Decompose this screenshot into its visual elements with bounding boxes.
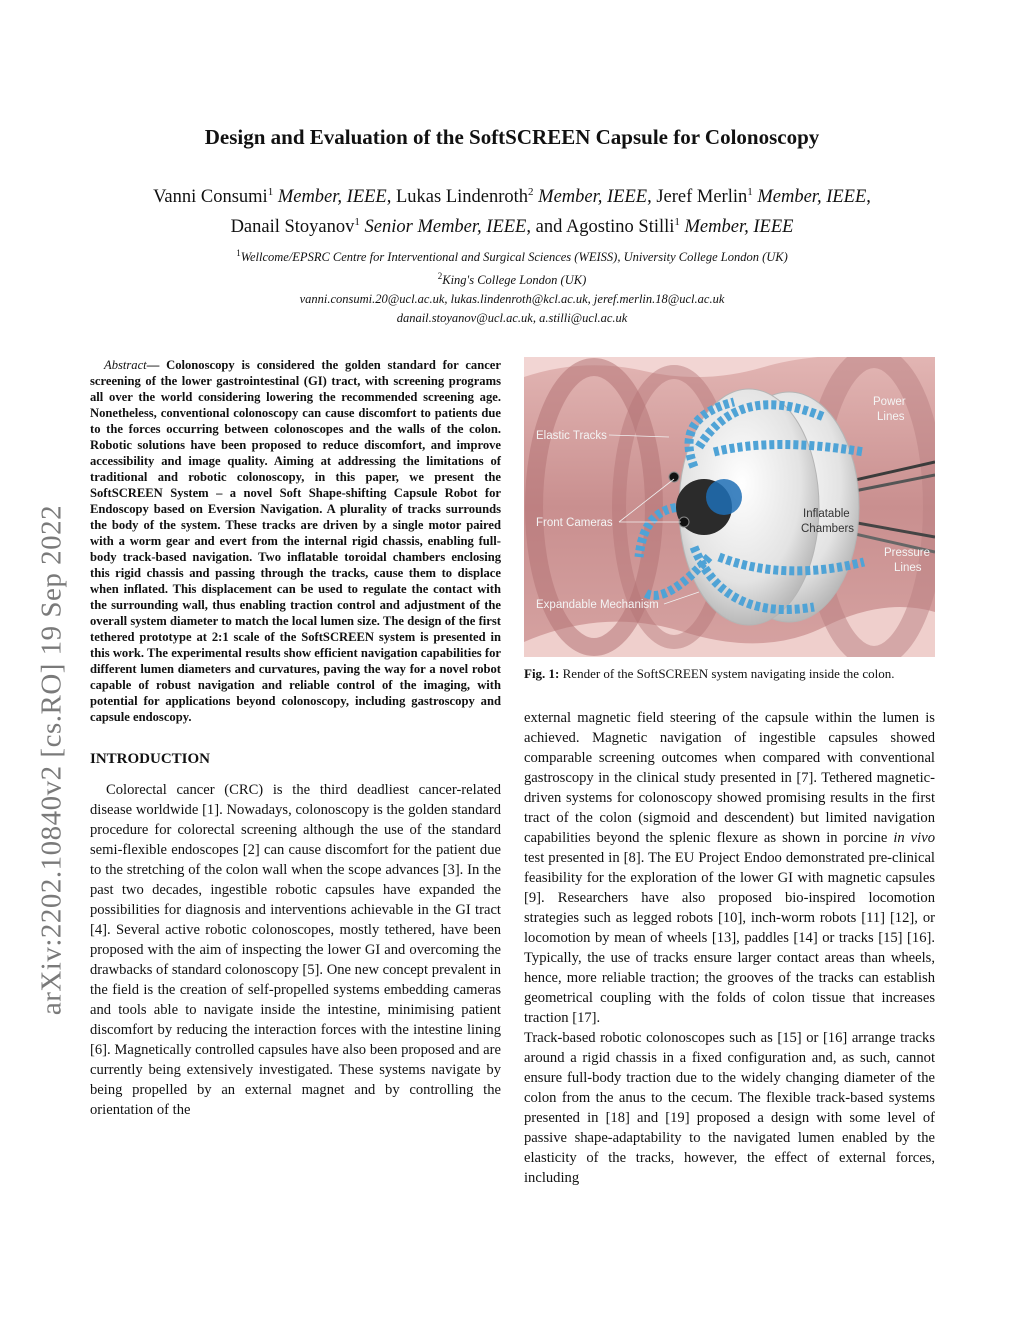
softscreen-render-image xyxy=(524,357,935,657)
author-5: Agostino Stilli$^1$ Member, IEEE xyxy=(565,216,794,238)
abstract xyxy=(90,357,501,725)
front-hub-accent xyxy=(706,479,742,515)
email-line-2: danail.stoyanov@ucl.ac.uk, a.stilli@ucl.ac.uk xyxy=(396,311,628,326)
caption-label: Fig. 1: xyxy=(524,666,560,681)
section-heading-introduction: INTRODUCTION xyxy=(90,751,211,767)
email-line-1: vanni.consumi.20@ucl.ac.uk, lukas.lindenroth@kcl.ac.uk, jeref.merlin.18@ucl.ac.uk xyxy=(299,292,725,307)
affiliation-2: $^2$King's College London (UK) xyxy=(437,271,587,288)
caption-text: Render of the SoftSCREEN system navigating inside the colon. xyxy=(562,666,895,681)
label-inflatable-2: Chambers xyxy=(801,523,855,535)
label-expandable-mechanism: Expandable Mechanism xyxy=(536,599,659,611)
author-4: Danail Stoyanov$^1$ Senior Member, IEEE, and xyxy=(230,216,566,238)
author-3: Jeref Merlin$^1$ Member, IEEE, xyxy=(656,186,871,208)
label-inflatable-1: Inflatable xyxy=(803,508,850,520)
affiliations xyxy=(90,244,934,328)
arxiv-identifier: arXiv:2202.10840v2 [cs.RO] 19 Sep 2022 xyxy=(35,504,68,1016)
author-list xyxy=(90,180,934,240)
label-power-lines-1: Power xyxy=(873,396,906,408)
label-pressure-lines-1: Pressure xyxy=(884,547,931,559)
left-column xyxy=(90,357,501,1120)
author-1: Vanni Consumi$^1$ Member, IEEE, xyxy=(153,186,396,208)
affiliation-1: $^1$Wellcome/EPSRC Centre for Interventional and Surgical Sciences (WEISS), University College London (UK) xyxy=(236,248,788,265)
right-paragraph-1: external magnetic field steering of the capsule within the lumen is achieved. Magnetic navigation of ingestible capsules showed comparable screening outcomes when compared with conventional gastroscopy in the clinical study presented in [7]. Tethered magnetic-driven systems for colonoscopy showed promising results in the first tract of the colon (sigmoid and descendent) but limited navigation capabilities beyond the splenic flexure as shown in porcine in vivo test presented in [8]. The EU Project Endoo demonstrated pre-clinical feasibility for the exploration of the lower GI with magnetic capsules [9]. Researchers have also proposed bio-inspired locomotion strategies such as legged robots [10], inch-worm robots [11] [12], or locomotion by mean of wheels [13], paddles [14] or tracks [15] [16]. Typically, the use of tracks ensure larger contact areas than wheels, hence, more reliable traction; the grooves of the tracks can establish geometrical coupling with the folds of colon tissue that increases traction [17]. xyxy=(524,710,935,1026)
right-paragraph-2: Track-based robotic colonoscopes such as [15] or [16] arrange tracks around a rigid chassis in a fixed configuration and, as such, cannot ensure full-body traction due to the widely changing diameter of the colon from the anus to the cecum. The flexible track-based systems presented in [18] and [19] proposed a design with some level of passive shape-adaptability to the navigated lumen enabled by the elasticity of the tracks, however, the effect of external forces, including xyxy=(524,1030,935,1186)
right-column xyxy=(524,357,935,1188)
abstract-lead: Abstract xyxy=(104,358,147,372)
label-front-cameras: Front Cameras xyxy=(536,517,613,529)
label-elastic-tracks: Elastic Tracks xyxy=(536,430,607,442)
figure-caption xyxy=(524,665,935,682)
front-camera-1 xyxy=(669,472,679,482)
label-pressure-lines-2: Lines xyxy=(894,562,922,574)
label-power-lines-2: Lines xyxy=(877,411,905,423)
paper-title: Design and Evaluation of the SoftSCREEN Capsule for Colonoscopy xyxy=(204,125,820,149)
abstract-text: — Colonoscopy is considered the golden standard for cancer screening of the lower gastrointestinal (GI) tract, with screening programs all over the world considering lowering the recommended screening age. Nonetheless, conventional colonoscopy can cause discomfort to patients due to the forces occurring between colonoscopes and the walls of the colon. Robotic solutions have been proposed to reduce discomfort, and improve accessibility and image quality. Aiming at addressing the limitations of traditional and robotic colonoscopy, in this paper, we present the SoftSCREEN System – a novel Soft Shape-shifting Capsule Robot for Endoscopy based on Eversion Navigation. A plurality of tracks surrounds the body of the system. These tracks are driven by a single motor paired with a worm gear and evert from the internal rigid chassis, enabling full-body track-based navigation. Two inflatable toroidal chambers enclosing this rigid chassis and passing through the tracks, cause them to displace when inflated. This displacement can be used to regulate the contact with the surrounding wall, thus enabling traction control and adjustment of the overall system diameter to match the local lumen size. The design of the first tethered prototype at 2:1 scale of the SoftSCREEN system is presented in this work. The experimental results show efficient navigation capabilities for different lumen diameters and curvatures, paving the way for a novel robot capable of robust navigation and reliable control of the imaging, with potential for applications beyond colonoscopy, including gastroscopy and capsule endoscopy. xyxy=(90,358,501,724)
intro-paragraph: Colorectal cancer (CRC) is the third deadliest cancer-related disease worldwide [1]. Nowadays, colonoscopy is the golden standard procedure for colorectal screening although the use of the standard semi-flexible endoscopes [2] can cause discomfort for the patient due to the stretching of the colon wall when the scope advances [3]. In the past two decades, ingestible robotic capsules have expanded the possibilities for diagnosis and interventions achievable in the GI tract [4]. Several active robotic colonoscopes, mostly tethered, have been proposed with the aim of inspecting the lower GI and overcoming the drawbacks of standard colonoscopy [5]. One new concept prevalent in the field is the creation of self-propelled systems embedding cameras and tools able to navigate inside the intestine, minimising patient discomfort by reducing the interaction forces with the intestine lining [6]. Magnetically controlled capsules have also been proposed and are currently being extensively investigated. These systems navigate by being propelled by an external magnet and by controlling the orientation of the xyxy=(90,782,501,1118)
figure-1 xyxy=(524,357,935,657)
author-2: Lukas Lindenroth$^2$ Member, IEEE, xyxy=(395,186,657,208)
